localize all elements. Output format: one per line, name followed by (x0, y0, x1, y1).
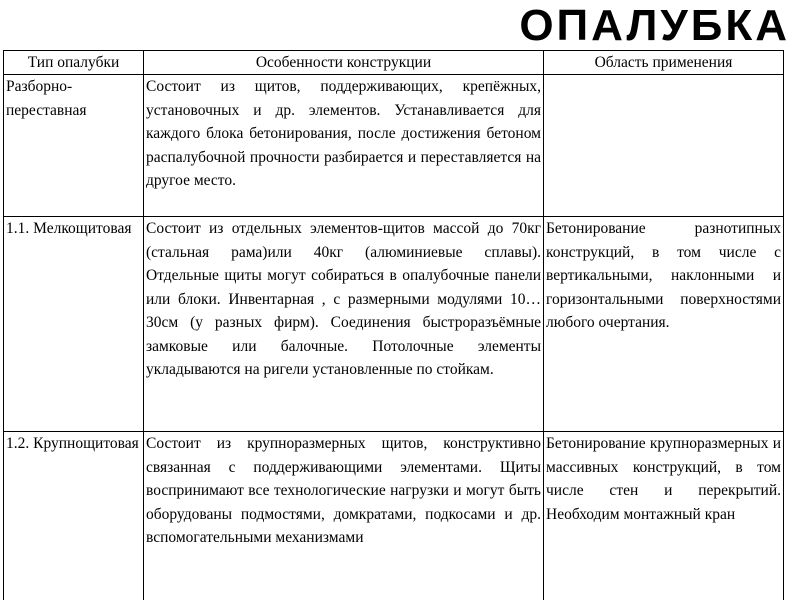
header-features: Особенности конструкции (144, 51, 544, 75)
header-application: Область применения (544, 51, 784, 75)
page-title: ОПАЛУБКА (519, 1, 790, 50)
table-row (4, 432, 784, 600)
cell-type: Разборно-переставная (4, 75, 144, 217)
cell-features: Состоит из щитов, поддерживающих, крепёжных, установочных и др. элементов. Устанавливается для каждого блока бетонирования, после достижения бетоном распалубочной прочности разбирается и переставляется на другое место. (144, 75, 544, 217)
cell-features: Состоит из крупноразмерных щитов, конструктивно связанная с поддерживающими элементами. Щиты воспринимают все технологические нагрузки и могут быть оборудованы подмостями, домкратами, подкосами и др. вспомогательными механизмами (144, 432, 544, 600)
cell-features: Состоит из отдельных элементов-щитов массой до 70кг (стальная рама)или 40кг (алюминиевые сплавы). Отдельные щиты могут собираться в опалубочные панели или блоки. Инвентарная , с размерными модулями 10…30см (у разных фирм). Соединения быстроразъёмные замковые или балочные. Потолочные элементы укладываются на ригели установленные по стойкам. (144, 217, 544, 432)
cell-application (544, 75, 784, 217)
cell-type: 1.1. Мелкощитовая (4, 217, 144, 432)
cell-type: 1.2. Крупнощитовая (4, 432, 144, 600)
formwork-table (3, 50, 784, 600)
table-row (4, 75, 784, 217)
table-header-row (4, 51, 784, 75)
table-row (4, 217, 784, 432)
cell-application: Бетонирование разнотипных конструкций, в том числе с вертикальными, наклонными и горизонтальными поверхностями любого очертания. (544, 217, 784, 432)
header-type: Тип опалубки (4, 51, 144, 75)
cell-application: Бетонирование крупноразмерных и массивных конструкций, в том числе стен и перекрытий. Необходим монтажный кран (544, 432, 784, 600)
